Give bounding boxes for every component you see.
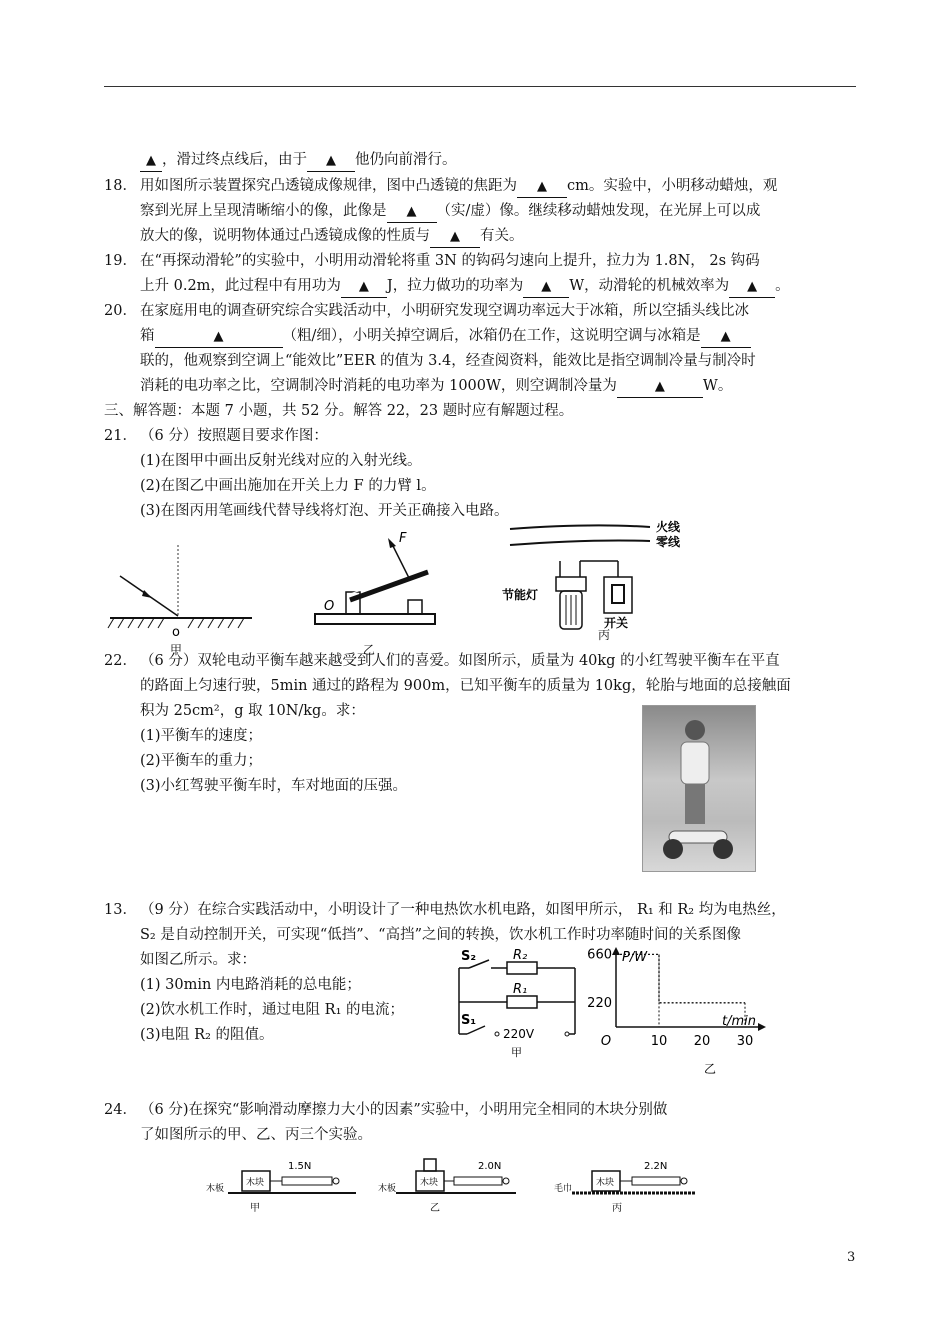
q22-item1: (1)平衡车的速度；	[140, 728, 263, 744]
surface-label-1: 木板	[206, 1184, 225, 1194]
header-rule	[104, 86, 856, 87]
answer-blank[interactable]: ▲	[523, 277, 569, 298]
chart-caption: 乙	[704, 1062, 717, 1076]
figure-label-force: F	[399, 531, 407, 546]
answer-blank[interactable]: ▲	[155, 327, 283, 348]
answer-blank[interactable]: ▲	[701, 327, 751, 348]
balance-scooter-photo	[642, 705, 756, 872]
q24-number: 24．	[104, 1102, 137, 1118]
q21-number: 21．	[104, 428, 137, 444]
force-reading-3: 2.2N	[644, 1161, 668, 1172]
q22-line2: 的路面上匀速行驶，5min 通过的路程为 900m，已知平衡车的质量为 10kg，轮胎与地面的总接触面	[140, 678, 791, 694]
figure-lever-switch	[310, 530, 440, 630]
x-tick-label-4: 30	[736, 1034, 754, 1049]
q19-line1: 在“再探动滑轮”的实验中，小明用动滑轮将重 3N 的钩码匀速向上提升，拉力为 1.8N， 2s 钩码	[140, 253, 760, 269]
answer-blank[interactable]: ▲	[341, 277, 387, 298]
answer-blank[interactable]: ▲	[517, 177, 567, 198]
q23-line1: （9 分）在综合实践活动中，小明设计了一种电热饮水机电路，如图甲所示， R₁ 和 R₂ 均为电热丝，	[140, 902, 786, 918]
q19-line2: 上升 0.2m，此过程中有用功为 ▲ J，拉力做功的功率为 ▲ W，动滑轮的机械效率为 ▲ 。	[140, 276, 790, 298]
figure-label-jia: 甲	[170, 643, 183, 657]
q18-line2: 察到光屏上呈现清晰缩小的像，此像是 ▲ （实/虚）像。继续移动蜡烛发现，在光屏上可以成	[140, 201, 760, 223]
y-tick-label-1: 660	[587, 947, 612, 963]
answer-blank[interactable]: ▲	[617, 377, 703, 398]
q22-line3: 积为 25cm²，g 取 10N/kg。求：	[140, 703, 365, 719]
experiment-label-jia: 甲	[250, 1203, 260, 1214]
q20-number: 20．	[104, 303, 137, 319]
answer-blank[interactable]: ▲	[387, 202, 437, 223]
q23-line3: 如图乙所示。求：	[140, 952, 256, 968]
surface-label-3: 毛巾	[554, 1184, 573, 1194]
answer-blank[interactable]: ▲	[140, 151, 162, 172]
x-tick-label-1: O	[600, 1034, 612, 1049]
figure-reflection	[100, 540, 260, 650]
q23-line2: S₂ 是自动控制开关，可实现“低挡”、“高挡”之间的转换，饮水机工作时功率随时间的关系图像	[140, 927, 742, 943]
label-r1: R₁	[513, 982, 528, 997]
block-label-3: 木块	[596, 1178, 615, 1188]
figure-label-yi: 乙	[363, 643, 376, 657]
experiment-label-bing: 丙	[612, 1203, 622, 1214]
experiment-label-yi: 乙	[430, 1203, 440, 1214]
page-number: 3	[847, 1250, 856, 1265]
chart-xlabel: t/min	[722, 1014, 756, 1029]
q22-number: 22．	[104, 653, 137, 669]
label-r2: R₂	[513, 948, 528, 963]
q21-item2: (2)在图乙中画出施加在开关上力 F 的力臂 l。	[140, 478, 436, 494]
q24-line1: （6 分)在探究“影响滑动摩擦力大小的因素”实验中，小明用完全相同的木块分别做	[140, 1102, 668, 1118]
q23-item3: (3)电阻 R₂ 的阻值。	[140, 1027, 274, 1043]
q19-number: 19．	[104, 253, 137, 269]
q24-line2: 了如图所示的甲、乙、丙三个实验。	[140, 1127, 372, 1143]
q20-line1: 在家庭用电的调查研究综合实践活动中，小明研究发现空调功率远大于冰箱，所以空插头线比冰	[140, 303, 749, 319]
label-neutral-wire: 零线	[656, 535, 681, 549]
section-heading: 三、解答题：本题 7 小题，共 52 分。解答 22，23 题时应有解题过程。	[104, 403, 574, 419]
q21-item1: (1)在图甲中画出反射光线对应的入射光线。	[140, 453, 422, 469]
figure-label-pivot: O	[324, 599, 335, 614]
force-reading-1: 1.5N	[288, 1161, 312, 1172]
q21-item3: (3)在图丙用笔画线代替导线将灯泡、开关正确接入电路。	[140, 503, 509, 519]
figure-label-bing: 丙	[598, 628, 611, 642]
q23-item2: (2)饮水机工作时，通过电阻 R₁ 的电流；	[140, 1002, 404, 1018]
q18-line1: 用如图所示装置探究凸透镜成像规律，图中凸透镜的焦距为 ▲ cm。实验中，小明移动蜡烛，观	[140, 176, 777, 198]
figure-water-heater-circuit	[455, 950, 585, 1062]
q22-item3: (3)小红驾驶平衡车时，车对地面的压强。	[140, 778, 408, 794]
block-label-2: 木块	[420, 1178, 439, 1188]
label-s2: S₂	[461, 949, 477, 964]
figure-friction-experiments	[200, 1155, 720, 1225]
q23-item1: (1) 30min 内电路消耗的总电能；	[140, 977, 361, 993]
label-jia: 甲	[511, 1046, 522, 1059]
q17-tail: ▲ ，滑过终点线后，由于 ▲ 他仍向前滑行。	[140, 150, 457, 172]
answer-blank[interactable]: ▲	[307, 151, 355, 172]
q22-line1: （6 分）双轮电动平衡车越来越受到人们的喜爱。如图所示，质量为 40kg 的小红驾驶平衡车在平直	[140, 653, 780, 669]
label-switch: 开关	[604, 616, 629, 630]
chart-x-arrow	[758, 1023, 766, 1031]
q18-line3: 放大的像，说明物体通过凸透镜成像的性质与 ▲ 有关。	[140, 226, 524, 248]
block-label-1: 木块	[246, 1178, 265, 1188]
answer-blank[interactable]: ▲	[430, 227, 480, 248]
x-tick-label-3: 20	[693, 1034, 711, 1049]
power-time-chart	[587, 945, 770, 1076]
figure-label-o: o	[172, 625, 180, 640]
q23-number: 13．	[104, 902, 137, 918]
figure-household-circuit	[500, 515, 700, 640]
answer-blank[interactable]: ▲	[729, 277, 775, 298]
q20-line3: 联的，他观察到空调上“能效比”EER 的值为 3.4，经查阅资料，能效比是指空调制冷量与制冷时	[140, 353, 756, 369]
label-lamp: 节能灯	[502, 588, 539, 602]
q21-heading: （6 分）按照题目要求作图：	[140, 428, 328, 444]
force-reading-2: 2.0N	[478, 1161, 502, 1172]
q18-number: 18．	[104, 178, 137, 194]
label-voltage: 220V	[503, 1027, 535, 1041]
q20-line2: 箱 ▲ （粗/细），小明关掉空调后，冰箱仍在工作，这说明空调与冰箱是 ▲	[140, 326, 751, 348]
x-tick-label-2: 10	[650, 1034, 668, 1049]
q20-line4: 消耗的电功率之比，空调制冷时消耗的电功率为 1000W，则空调制冷量为 ▲ W。	[140, 376, 732, 398]
surface-label-2: 木板	[378, 1184, 397, 1194]
label-live-wire: 火线	[656, 520, 681, 534]
q22-item2: (2)平衡车的重力；	[140, 753, 263, 769]
y-tick-label-2: 220	[587, 995, 612, 1011]
chart-ylabel: P/W	[622, 950, 648, 965]
label-s1: S₁	[461, 1013, 477, 1028]
